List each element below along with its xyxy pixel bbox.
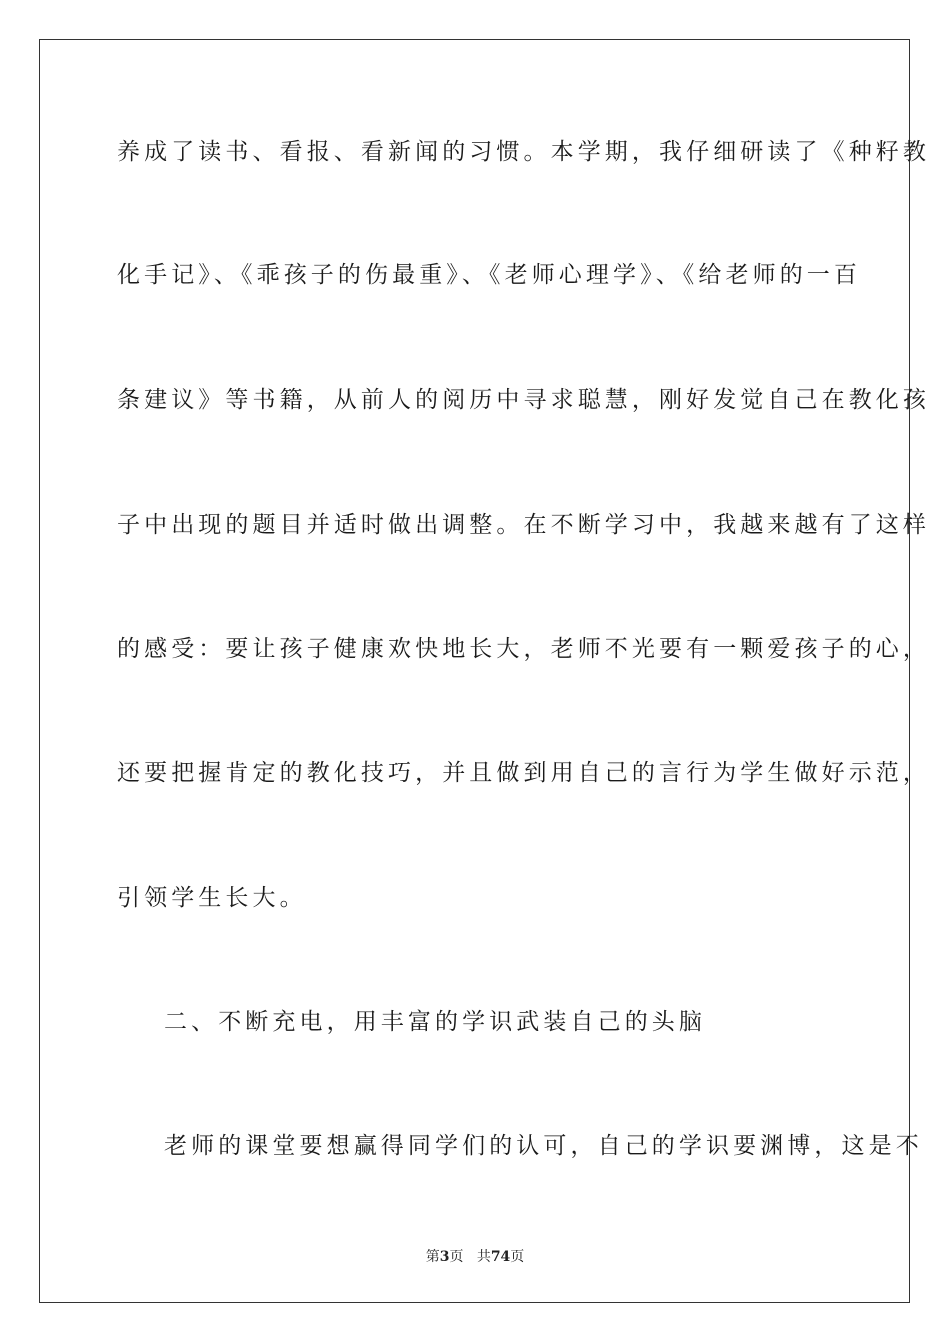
text-line-6: 还要把握肯定的教化技巧，并且做到用自己的言行为学生做好示范， [117, 760, 930, 786]
section-heading: 二、不断充电，用丰富的学识武装自己的头脑 [164, 1009, 706, 1035]
paragraph-start: 老师的课堂要想赢得同学们的认可，自己的学识要渊博，这是不 [164, 1133, 923, 1159]
footer-total-suffix: 页 [510, 1249, 525, 1265]
text-line-2: 化手记》、《乖孩子的伤最重》、《老师心理学》、《给老师的一百 [117, 262, 861, 288]
footer-page-prefix: 第 [425, 1249, 440, 1265]
page-footer [0, 1248, 950, 1266]
page-border [39, 39, 910, 1303]
footer-page-number: 3 [439, 1249, 450, 1265]
footer-total-prefix: 共 [476, 1249, 491, 1265]
text-line-3: 条建议》等书籍，从前人的阅历中寻求聪慧，刚好发觉自己在教化孩 [117, 387, 930, 413]
text-line-4: 子中出现的题目并适时做出调整。在不断学习中，我越来越有了这样 [117, 512, 930, 538]
footer-page-suffix: 页 [449, 1249, 464, 1265]
footer-total-pages: 74 [490, 1249, 511, 1265]
text-line-7: 引领学生长大。 [117, 885, 307, 911]
text-line-5: 的感受：要让孩子健康欢快地长大，老师不光要有一颗爱孩子的心， [117, 636, 930, 662]
text-line-1: 养成了读书、看报、看新闻的习惯。本学期，我仔细研读了《种籽教 [117, 139, 930, 165]
